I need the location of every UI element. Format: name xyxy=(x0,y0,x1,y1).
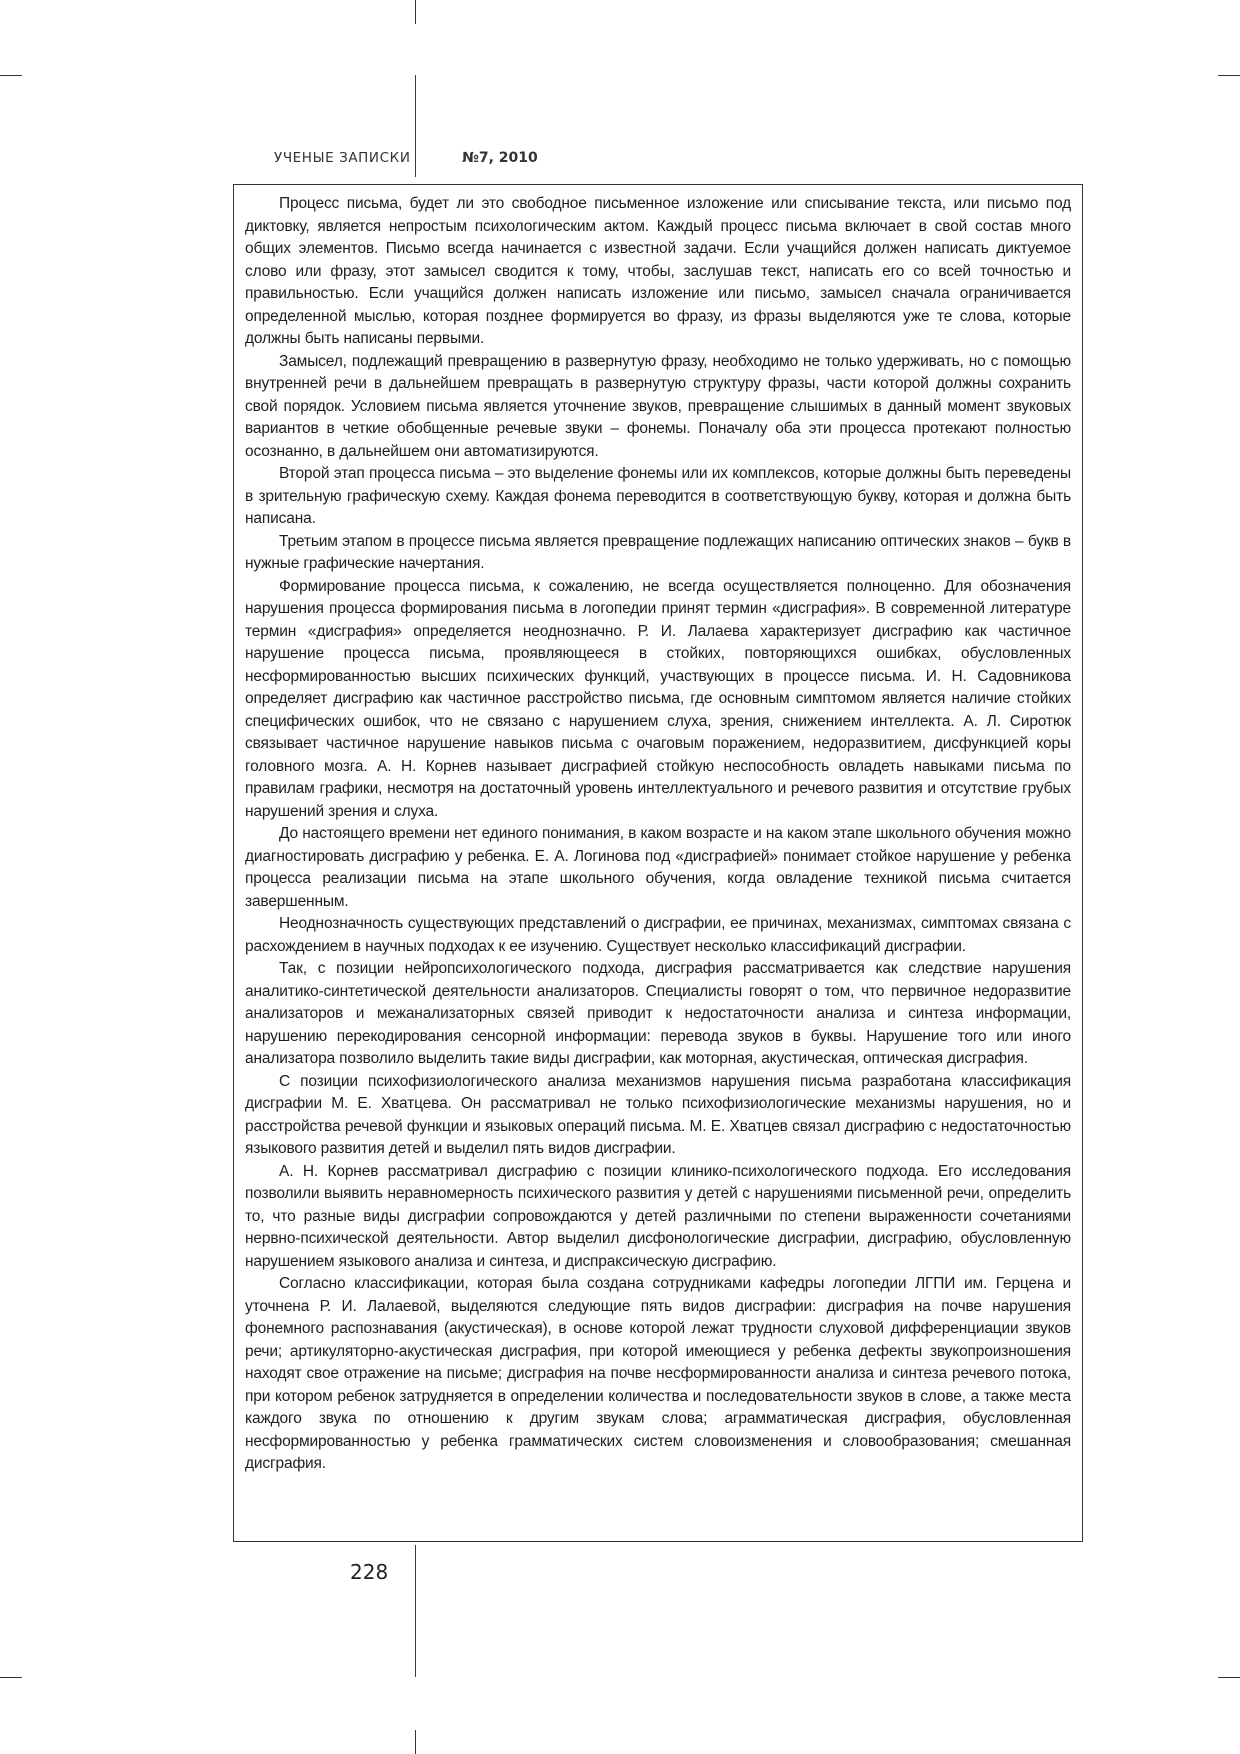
paragraph: До настоящего времени нет единого понимания, в каком возрасте и на каком этапе школьного обучения можно диагностировать дисграфию у ребенка. Е. А. Логинова под «дисграфией» понимает стойкое нарушение у ребенка процесса реализации письма на этапе школьного обучения, когда овладение техникой письма считается завершенным. xyxy=(245,825,1071,910)
paragraph: С позиции психофизиологического анализа механизмов нарушения письма разработана классификация дисграфии М. Е. Хватцева. Он рассматривал не только психофизиологические механизмы нарушения, но и расстройства речевой функции и языковых операций письма. М. Е. Хватцев связал дисграфию с недостаточностью языкового развития детей и выделил пять видов дисграфии. xyxy=(245,1072,1071,1157)
issue-number: №7, 2010 xyxy=(462,150,538,166)
paragraph: Так, с позиции нейропсихологического подхода, дисграфия рассматривается как следствие нарушения аналитико-синтетической деятельности анализаторов. Специалисты говорят о том, что первичное недоразвитие анализаторов и межанализаторных связей приводит к недостаточности анализа и синтеза информации, нарушению перекодирования сенсорной информации: перевода звуков в буквы. Нарушение того или иного анализатора позволило выделить такие виды дисграфии, как моторная, акустическая, оптическая дисграфия. xyxy=(245,960,1071,1067)
paragraph: Согласно классификации, которая была создана сотрудниками кафедры логопедии ЛГПИ им. Герцена и уточнена Р. И. Лалаевой, выделяются следующие пять видов дисграфии: дисграфия на почве нарушения фонемного распознавания (акустическая), в основе которой лежат трудности слуховой дифференциации звуков речи; артикуляторно-акустическая дисграфия, при которой имеющиеся у ребенка дефекты звукопроизношения находят свое отражение на письме; дисграфия на почве несформированности анализа и синтеза речевого потока, при котором ребенок затрудняется в определении количества и последовательности звуков в слове, а также места каждого звука по отношению к другим звукам слова; аграмматическая дисграфия, обусловленная несформированностью у ребенка грамматических систем словоизменения и словообразования; смешанная дисграфия. xyxy=(245,1275,1071,1472)
paragraph: Неоднозначность существующих представлений о дисграфии, ее причинах, механизмах, симптомах связана с расхождением в научных подходах к ее изучению. Существует несколько классификаций дисграфии. xyxy=(245,915,1071,955)
journal-title: УЧЕНЫЕ ЗАПИСКИ xyxy=(274,150,411,166)
page-number: 228 xyxy=(350,1560,389,1584)
paragraph: А. Н. Корнев рассматривал дисграфию с позиции клинико-психологического подхода. Его исследования позволили выявить неравномерность психического развития у детей с нарушениями письменной речи, определить то, что разные виды дисграфии сопровождаются у детей различными по степени выраженности сочетаниями нервно-психической деятельности. Автор выделил дисфонологические дисграфии, дисграфию, обусловленную нарушением языкового анализа и синтеза, и диспраксическую дисграфию. xyxy=(245,1162,1071,1270)
article-text-frame xyxy=(233,184,1083,1542)
crop-mark-bottom-right xyxy=(1218,1677,1240,1678)
crop-mark-top-left xyxy=(0,75,22,76)
header-divider-line xyxy=(415,75,416,177)
crop-mark-top-right xyxy=(1218,75,1240,76)
paragraph: Замысел, подлежащий превращению в развернутую фразу, необходимо не только удерживать, но с помощью внутренней речи в дальнейшем превращать в развернутую структуру фразы, части которой должны сохранить свой порядок. Условием письма является уточнение звуков, превращение слышимых в данный момент звуковых вариантов в четкие обобщенные речевые звуки – фонемы. Поначалу оба эти процесса протекают полностью осознанно, в дальнейшем они автоматизируются. xyxy=(245,352,1071,460)
footer-divider-line xyxy=(415,1545,416,1677)
crop-mark-top-center xyxy=(415,0,416,24)
crop-mark-bottom-left xyxy=(0,1677,22,1678)
paragraph: Второй этап процесса письма – это выделение фонемы или их комплексов, которые должны быть переведены в зрительную графическую схему. Каждая фонема переводится в соответствующую букву, которая и должна быть написана. xyxy=(245,465,1071,527)
paragraph: Формирование процесса письма, к сожалению, не всегда осуществляется полноценно. Для обозначения нарушения процесса формирования письма в логопедии принят термин «дисграфия». В современной литературе термин «дисграфия» определяется неоднозначно. Р. И. Лалаева характеризует дисграфию как частичное нарушение процесса письма, проявляющееся в стойких, повторяющихся ошибках, обусловленных несформированностью высших психических функций, участвующих в процессе письма. И. Н. Садовникова определяет дисграфию как частичное расстройство письма, где основным симптомом является наличие стойких специфических ошибок, что не связано с нарушением слуха, зрения, снижением интеллекта. А. Л. Сиротюк связывает частичное нарушение навыков письма с очаговым поражением, недоразвитием, дисфункцией коры головного мозга. А. Н. Корнев называет дисграфией стойкую неспособность овладеть навыками письма по правилам графики, несмотря на достаточный уровень интеллектуального и речевого развития и отсутствие грубых нарушений зрения и слуха. xyxy=(245,577,1071,820)
paragraph: Процесс письма, будет ли это свободное письменное изложение или списывание текста, или письмо под диктовку, является непростым психологическим актом. Каждый процесс письма включает в свой состав много общих элементов. Письмо всегда начинается с известной задачи. Если учащийся должен написать диктуемое слово или фразу, этот замысел сводится к тому, чтобы, заслушав текст, написать его со всей точностью и правильностью. Если учащийся должен написать изложение или письмо, замысел сначала ограничивается определенной мыслью, которая позднее формируется во фразу, из фразы выделяются уже те слова, которые должны быть написаны первыми. xyxy=(245,195,1071,347)
crop-mark-bottom-center xyxy=(415,1730,416,1754)
paragraph: Третьим этапом в процессе письма является превращение подлежащих написанию оптических знаков – букв в нужные графические начертания. xyxy=(245,532,1071,572)
